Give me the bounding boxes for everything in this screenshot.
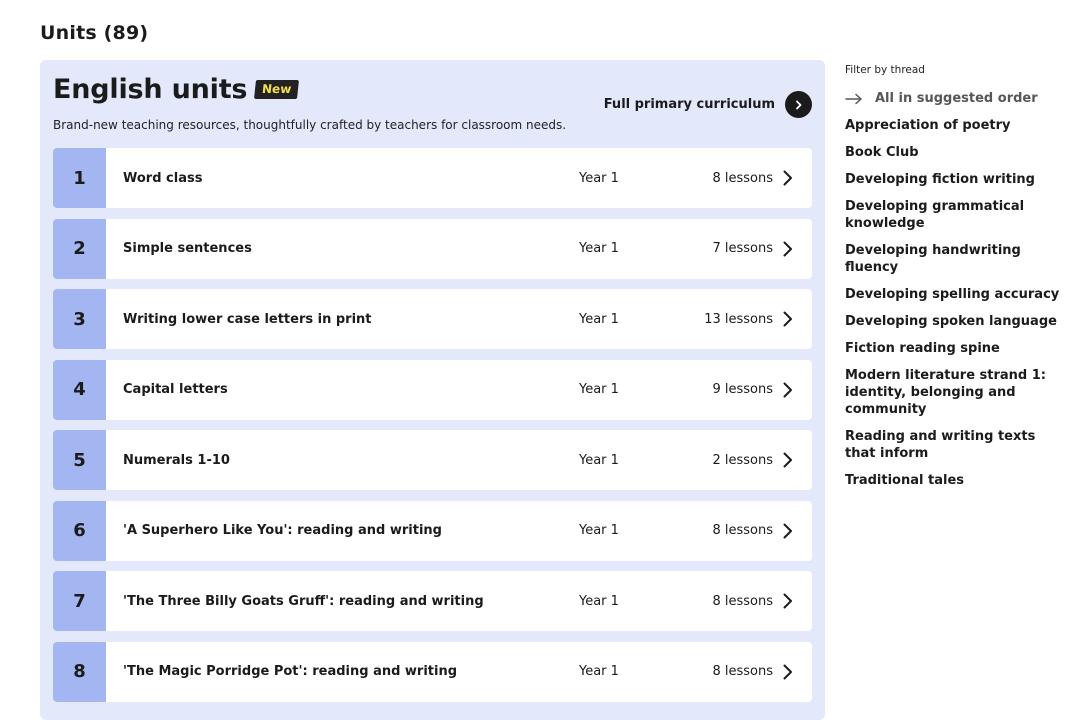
filter-item[interactable]: Developing grammatical knowledge <box>845 199 1025 231</box>
page-title: Units (89) <box>40 22 149 44</box>
filter-item[interactable]: Appreciation of poetry <box>845 118 1011 133</box>
chevron-right-icon <box>779 360 796 420</box>
thread-filter-sidebar <box>845 64 1070 499</box>
unit-number: 7 <box>53 571 106 631</box>
unit-card[interactable] <box>53 148 812 208</box>
filter-label: Filter by thread <box>845 64 925 76</box>
filter-item-all[interactable] <box>845 90 1070 107</box>
unit-title: Writing lower case letters in print <box>123 311 372 327</box>
unit-lesson-count: 2 lessons <box>712 452 773 468</box>
filter-item[interactable]: Fiction reading spine <box>845 341 1000 356</box>
panel-title-row <box>53 74 299 105</box>
chevron-right-icon <box>779 148 796 208</box>
unit-lesson-count: 7 lessons <box>712 241 773 256</box>
unit-lesson-count: 9 lessons <box>712 382 773 397</box>
unit-number: 4 <box>53 360 106 420</box>
unit-number: 2 <box>53 219 106 279</box>
unit-card[interactable] <box>53 571 812 631</box>
chevron-right-icon <box>779 642 796 702</box>
unit-year: Year 1 <box>579 593 619 609</box>
unit-card[interactable] <box>53 289 812 349</box>
filter-item[interactable]: Developing fiction writing <box>845 172 1035 187</box>
chevron-right-icon <box>785 91 812 118</box>
unit-year: Year 1 <box>579 311 619 327</box>
unit-year: Year 1 <box>579 523 619 538</box>
unit-lesson-count: 8 lessons <box>712 593 773 609</box>
filter-item-label: All in suggested order <box>875 91 1038 106</box>
unit-year: Year 1 <box>579 382 619 397</box>
filter-item[interactable]: Developing spoken language <box>845 314 1057 329</box>
unit-lesson-count: 8 lessons <box>712 664 773 679</box>
filter-item[interactable]: Developing spelling accuracy <box>845 287 1060 302</box>
unit-lesson-count: 8 lessons <box>712 170 773 186</box>
new-badge: New <box>254 80 299 99</box>
unit-title: Word class <box>123 170 203 186</box>
unit-lesson-count: 13 lessons <box>704 311 773 327</box>
unit-title: Simple sentences <box>123 241 252 256</box>
chevron-right-icon <box>779 289 796 349</box>
unit-card[interactable] <box>53 360 812 420</box>
filter-item[interactable]: Book Club <box>845 145 919 160</box>
unit-card[interactable] <box>53 430 812 490</box>
unit-title: 'The Magic Porridge Pot': reading and writing <box>123 664 458 679</box>
unit-number: 1 <box>53 148 106 208</box>
chevron-right-icon <box>779 501 796 561</box>
unit-card[interactable] <box>53 642 812 702</box>
unit-title: Capital letters <box>123 382 228 397</box>
unit-title: 'A Superhero Like You': reading and writing <box>123 523 442 538</box>
filter-item[interactable]: Traditional tales <box>845 473 964 488</box>
unit-year: Year 1 <box>579 664 619 679</box>
panel-title: English units <box>53 74 248 105</box>
panel-description: Brand-new teaching resources, thoughtfully crafted by teachers for classroom needs. <box>53 118 567 132</box>
unit-card[interactable] <box>53 219 812 279</box>
unit-number: 5 <box>53 430 106 490</box>
chevron-right-icon <box>779 430 796 490</box>
unit-number: 3 <box>53 289 106 349</box>
arrow-right-icon <box>845 93 863 105</box>
english-units-panel <box>40 60 825 720</box>
unit-number: 8 <box>53 642 106 702</box>
full-curriculum-link[interactable] <box>604 91 812 118</box>
unit-list <box>53 148 812 712</box>
filter-item[interactable]: Developing handwriting fluency <box>845 243 1021 275</box>
full-curriculum-label: Full primary curriculum <box>603 97 775 112</box>
filter-item[interactable]: Modern literature strand 1: identity, belonging and community <box>845 368 1046 417</box>
chevron-right-icon <box>779 219 796 279</box>
unit-title: Numerals 1-10 <box>123 452 230 468</box>
unit-title: 'The Three Billy Goats Gruff': reading and writing <box>123 593 484 609</box>
unit-year: Year 1 <box>579 241 619 256</box>
unit-year: Year 1 <box>579 170 619 186</box>
unit-card[interactable] <box>53 501 812 561</box>
chevron-right-icon <box>779 571 796 631</box>
filter-item[interactable]: Reading and writing texts that inform <box>845 429 1036 461</box>
unit-lesson-count: 8 lessons <box>712 523 773 538</box>
unit-year: Year 1 <box>579 452 619 468</box>
unit-number: 6 <box>53 501 106 561</box>
